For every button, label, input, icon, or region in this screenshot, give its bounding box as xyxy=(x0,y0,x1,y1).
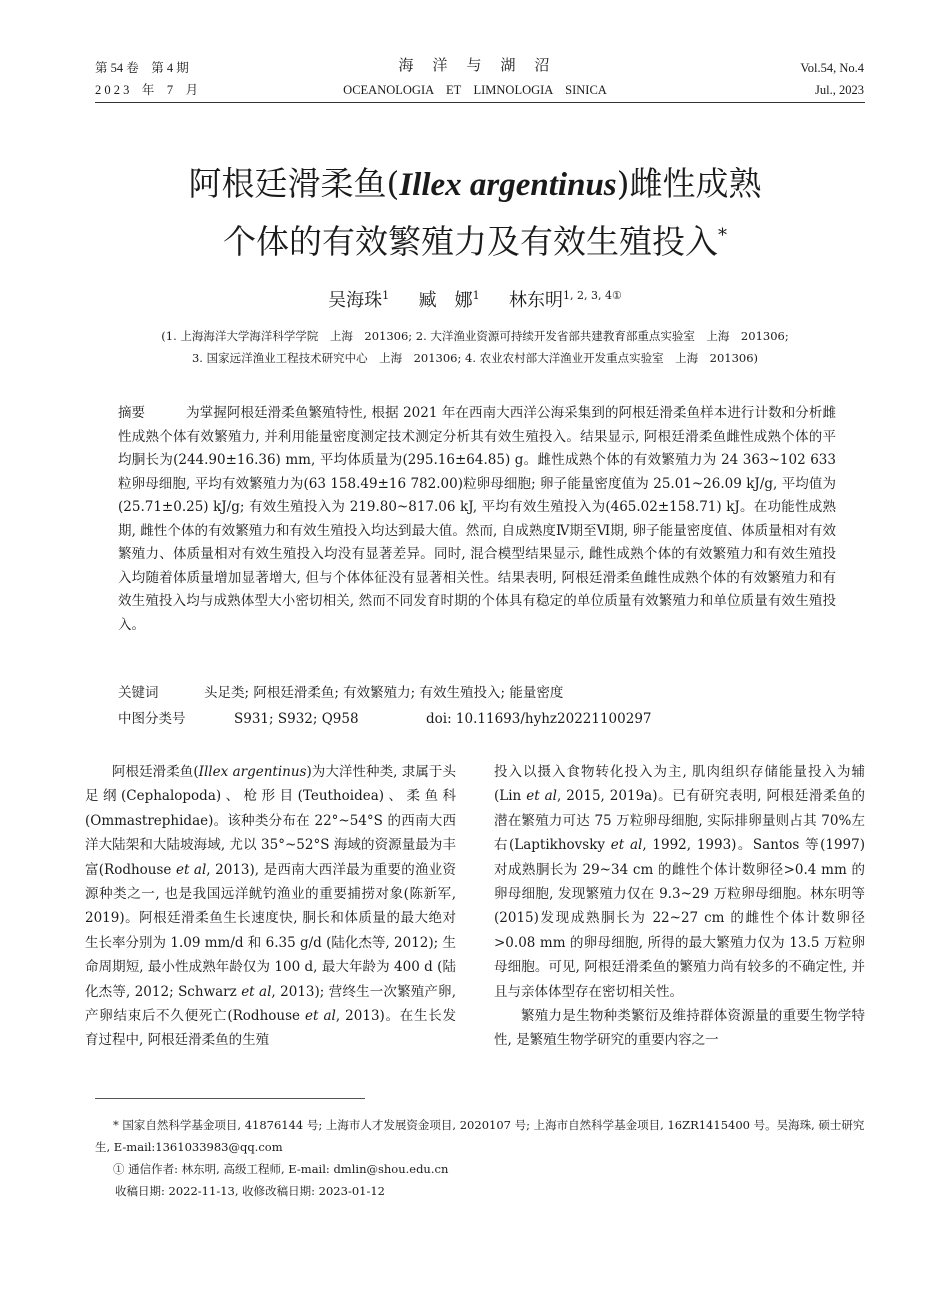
body-paragraph: 投入以摄入食物转化投入为主, 肌肉组织存储能量投入为辅(Lin et al, 2015, 2019a)。已有研究表明, 阿根廷滑柔鱼的潜在繁殖力可达 75 万粒卵母细胞, 实际排卵量则占其 70%左右(Laptikhovsky et al, 1992, 1993)。Santos 等(1997)对成熟胴长为 29~34 cm 的雌性个体计数卵径>0.4 mm 的卵母细胞, 发现繁殖力仅在 9.3~29 万粒卵母细胞。林东明等(2015)发现成熟胴长为 22~27 cm 的雌性个体计数卵径>0.08 mm 的卵母细胞, 所得的最大繁殖力仅为 13.5 万粒卵母细胞。可见, 阿根廷滑柔鱼的繁殖力尚有较多的不确定性, 并且与亲体体型存在密切相关性。 xyxy=(494,764,865,1000)
body-paragraph: 繁殖力是生物种类繁衍及维持群体资源量的重要生物学特性, 是繁殖生物学研究的重要内容之一 xyxy=(494,1008,865,1049)
header-rule xyxy=(95,102,865,103)
classification-codes: S931; S932; Q958 xyxy=(234,711,359,727)
footnote-dates: 收稿日期: 2022-11-13, 收修改稿日期: 2023-01-12 xyxy=(115,1184,385,1198)
doi: doi: 10.11693/hyhz20221100297 xyxy=(426,711,652,727)
volume-issue: 第 54 卷 第 4 期 xyxy=(95,61,189,75)
body-column-left xyxy=(85,760,456,1053)
footnote-corresponding: ① 通信作者: 林东明, 高级工程师, E-mail: dmlin@shou.edu.cn xyxy=(113,1162,449,1176)
abstract xyxy=(118,402,836,637)
classification-label: 中图分类号 xyxy=(118,711,186,727)
date-en: Jul., 2023 xyxy=(815,83,864,97)
affiliation-line-2: 3. 国家远洋渔业工程技术研究中心 上海 201306; 4. 农业农村部大洋渔业开发重点实验室 上海 201306) xyxy=(191,351,759,365)
abstract-label: 摘要 xyxy=(118,405,145,421)
author-list: 吴海珠$^1$ 臧 娜$^1$ 林东明$^{1, 2, 3, 4①}$ xyxy=(328,289,622,311)
footnote-rule xyxy=(95,1098,365,1099)
keywords-label: 关键词 xyxy=(118,685,159,701)
body-paragraph: 阿根廷滑柔鱼(Illex argentinus)为大洋性种类, 隶属于头足纲(Cephalopoda)、枪形目(Teuthoidea)、柔鱼科(Ommastrephidae)。该种类分布在 22°~54°S 的西南大西洋大陆架和大陆坡海域, 尤以 35°~52°S 海域的资源量最为丰富(Rodhouse et al, 2013), 是西南大西洋最为重要的渔业资源种类之一, 也是我国远洋鱿钓渔业的重要捕捞对象(陈新军, 2019)。阿根廷滑柔鱼生长速度快, 胴长和体质量的最大绝对生长率分别为 1.09 mm/d 和 6.35 g/d (陆化杰等, 2012); 生命周期短, 最小性成熟年龄仅为 100 d, 最大年龄为 400 d (陆化杰等, 2012; Schwarz et al, 2013); 营终生一次繁殖产卵, 产卵结束后不久便死亡(Rodhouse et al, 2013)。在生长发育过程中, 阿根廷滑柔鱼的生殖 xyxy=(85,764,456,1049)
author-3: 林东明 xyxy=(509,290,564,311)
title-line-1: 阿根廷滑柔鱼(Illex argentinus)雌性成熟 xyxy=(188,164,762,203)
journal-name-en: OCEANOLOGIA ET LIMNOLOGIA SINICA xyxy=(343,83,607,97)
classification xyxy=(118,707,652,727)
journal-name-cn: 海 洋 与 湖 沼 xyxy=(398,58,552,74)
publication-date: 2 0 2 3 年 7 月 xyxy=(95,83,199,97)
title-line-2: 个体的有效繁殖力及有效生殖投入* xyxy=(223,222,727,261)
volume-en: Vol.54, No.4 xyxy=(800,61,864,75)
author-2: 臧 娜 xyxy=(418,290,473,311)
footnote-funding: * 国家自然科学基金项目, 41876144 号; 上海市人才发展资金项目, 2020107 号; 上海市自然科学基金项目, 16ZR1415400 号。吴海珠, 硕士研究生, E-mail:1361033983@qq.com xyxy=(95,1118,865,1154)
title-footnote-mark: * xyxy=(718,225,727,246)
abstract-text: 为掌握阿根廷滑柔鱼繁殖特性, 根据 2021 年在西南大西洋公海采集到的阿根廷滑柔鱼样本进行计数和分析雌性成熟个体有效繁殖力, 并利用能量密度测定技术测定分析其有效生殖投入。结果显示, 阿根廷滑柔鱼雌性成熟个体的平均胴长为(244.90±16.36) mm, 平均体质量为(295.16±64.85) g。雌性成熟个体的有效繁殖力为 24 363~102 633 粒卵母细胞, 平均有效繁殖力为(63 158.49±16 782.00)粒卵母细胞; 卵子能量密度值为 25.01~26.09 kJ/g, 平均值为(25.71±0.25) kJ/g; 有效生殖投入为 219.80~817.06 kJ, 平均有效生殖投入为(465.02±158.71) kJ。在功能性成熟期, 雌性个体的有效繁殖力和有效生殖投入均达到最大值。然而, 自成熟度Ⅳ期至Ⅵ期, 卵子能量密度值、体质量相对有效繁殖力、体质量相对有效生殖投入均没有显著差异。同时, 混合模型结果显示, 雌性成熟个体的有效繁殖力和有效生殖投入均随着体质量增加显著增大, 但与个体体征没有显著相关性。结果表明, 阿根廷滑柔鱼雌性成熟个体的有效繁殖力和有效生殖投入均与成熟体型大小密切相关, 然而不同发育时期的个体具有稳定的单位质量有效繁殖力和单位质量有效生殖投入。 xyxy=(118,405,836,633)
species-name: Illex argentinus xyxy=(399,167,617,203)
author-1: 吴海珠 xyxy=(328,290,383,311)
body-column-right xyxy=(494,760,865,1053)
keywords-text: 头足类; 阿根廷滑柔鱼; 有效繁殖力; 有效生殖投入; 能量密度 xyxy=(204,685,564,701)
affiliation-line-1: (1. 上海海洋大学海洋科学学院 上海 201306; 2. 大洋渔业资源可持续开发省部共建教育部重点实验室 上海 201306; xyxy=(161,329,789,343)
keywords xyxy=(118,681,563,701)
